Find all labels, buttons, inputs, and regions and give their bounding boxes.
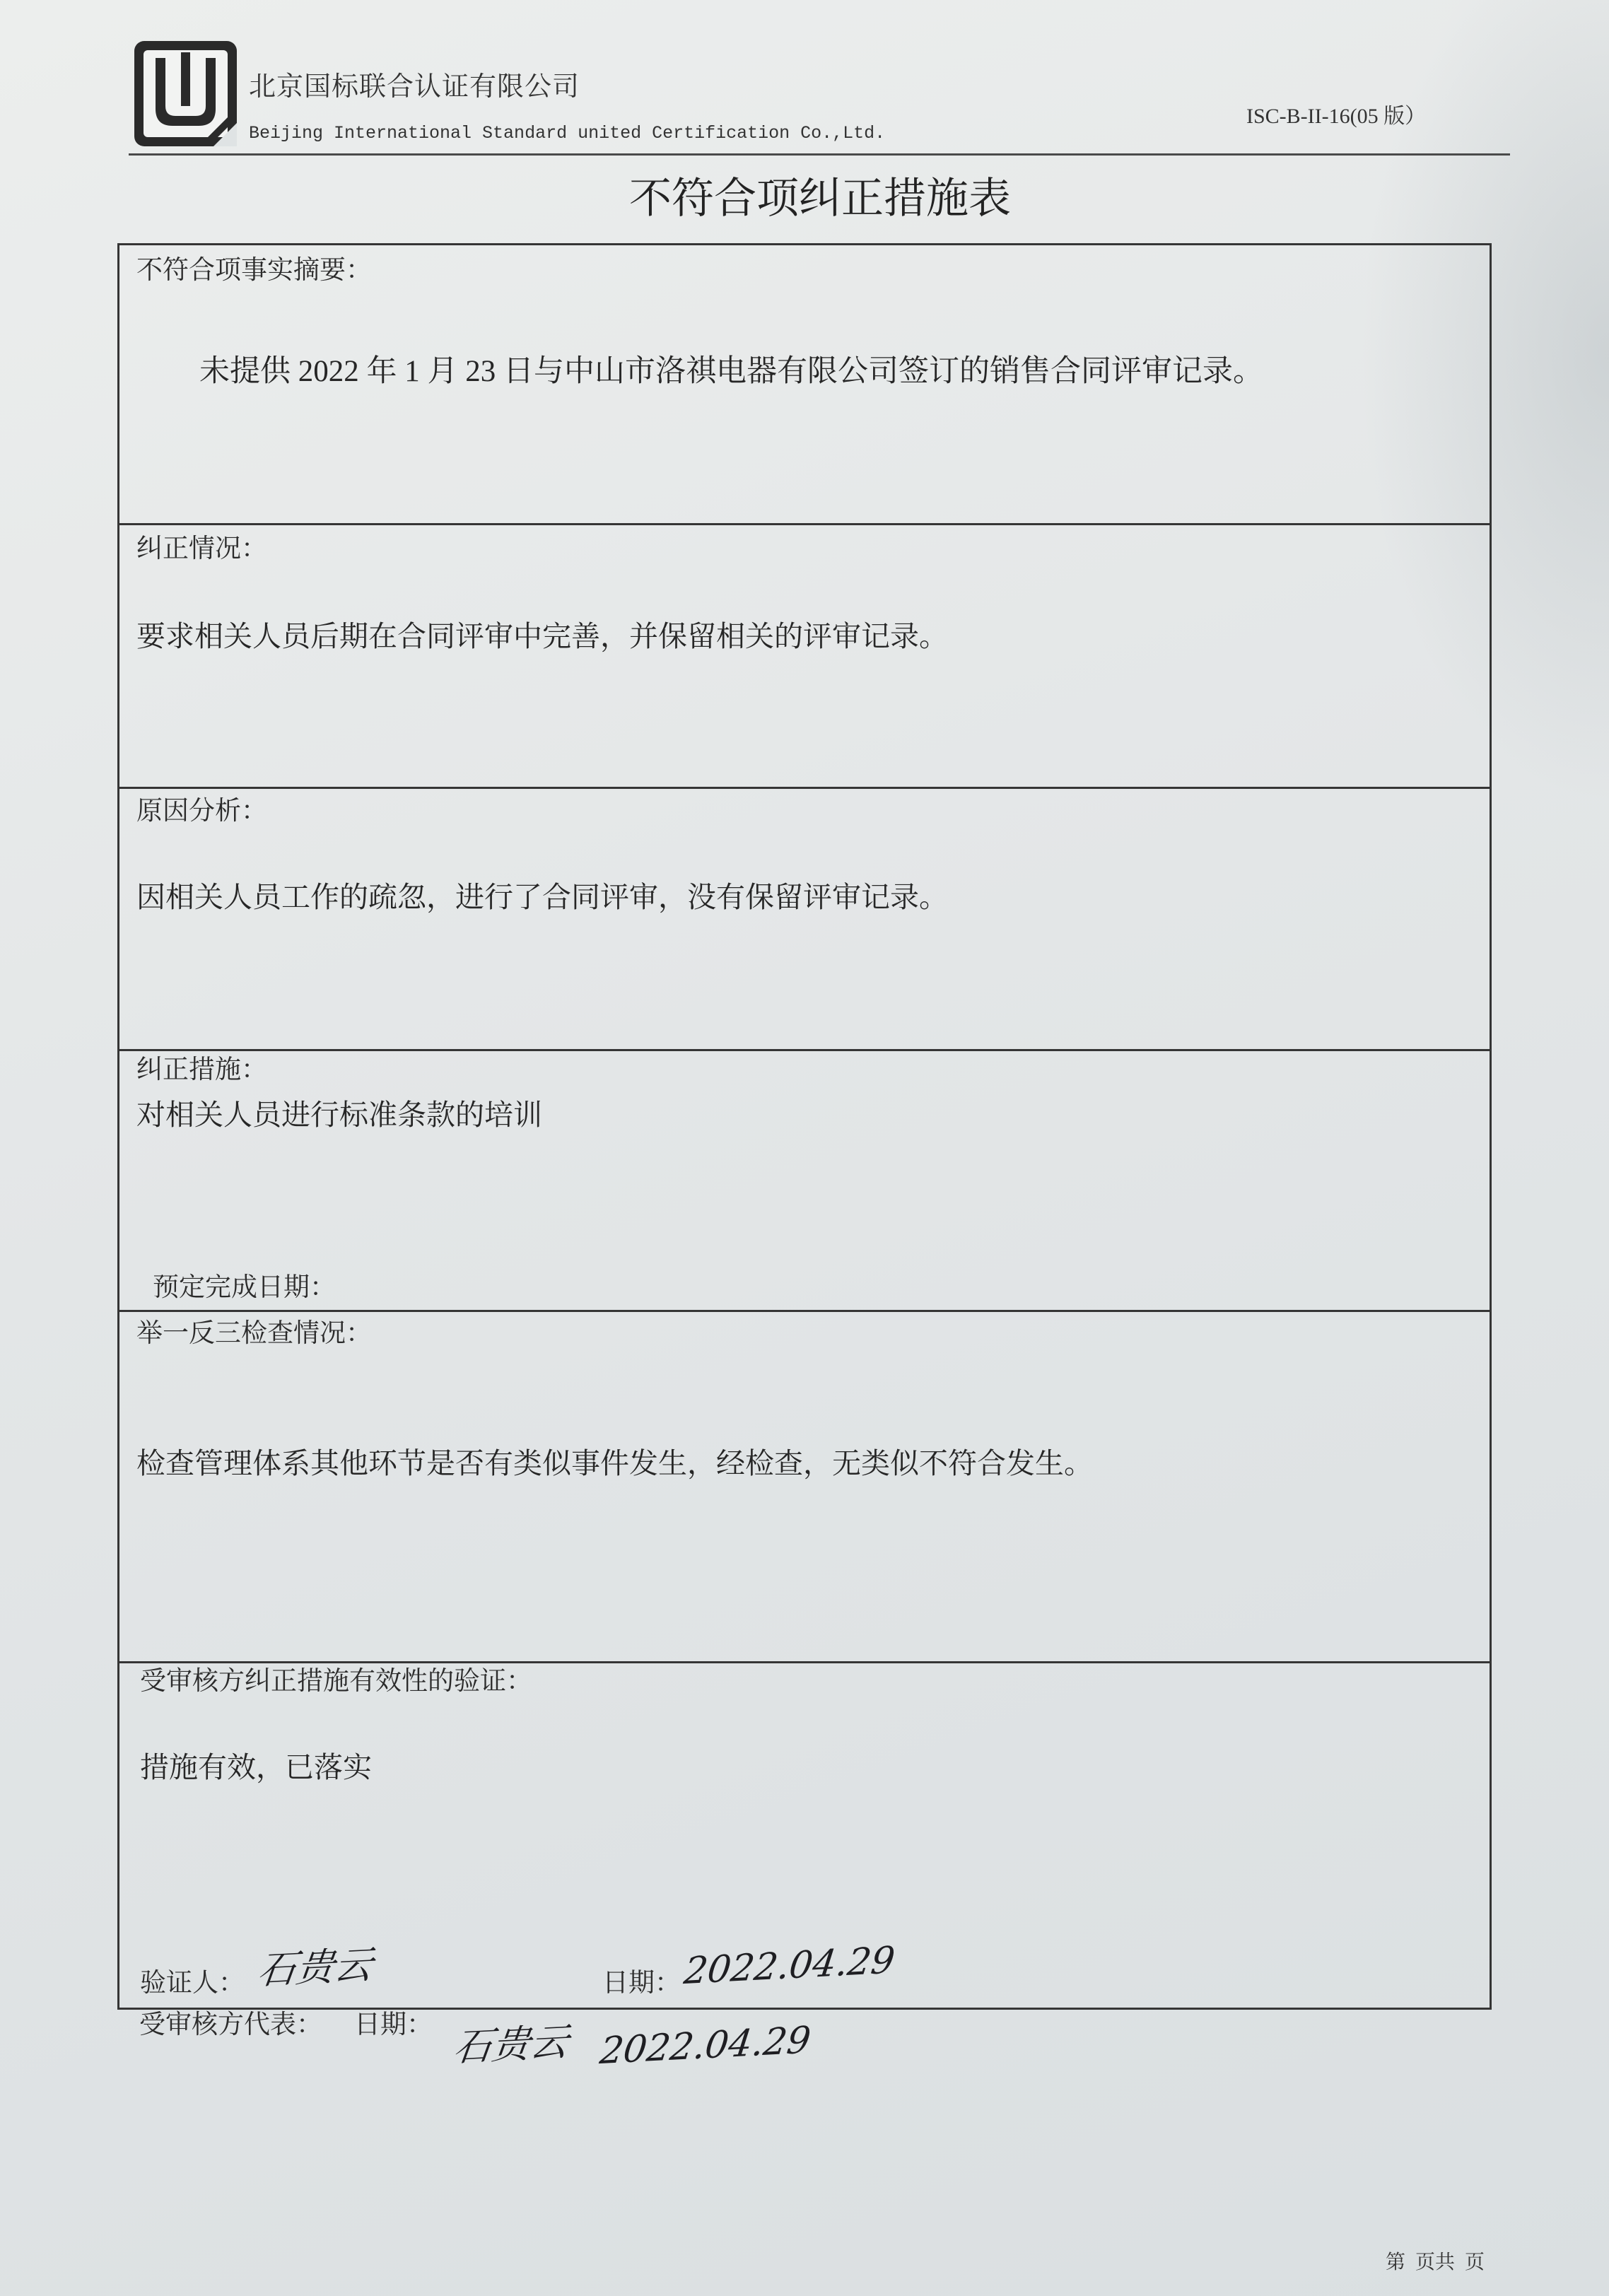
verifier-label: 验证人： <box>140 1969 245 1998</box>
extended-check-label: 举一反三检查情况： <box>136 1319 372 1348</box>
fact-summary-label: 不符合项事实摘要： <box>136 256 372 285</box>
page-number-footer: 第 页共 页 <box>1386 2251 1485 2273</box>
section-cause-analysis <box>119 787 1490 1049</box>
fact-summary-content: 未提供 2022 年 1 月 23 日与中山市洛祺电器有限公司签订的销售合同评审记录。 <box>199 355 1263 388</box>
section-correction <box>119 523 1490 787</box>
document-code: ISC-B-II-16(05 版） <box>1246 105 1427 128</box>
verification-label: 受审核方纠正措施有效性的验证： <box>140 1667 532 1696</box>
section-corrective-action <box>119 1049 1490 1310</box>
company-name-chinese: 北京国标联合认证有限公司 <box>249 72 580 102</box>
auditee-date-value: 2022.04.29 <box>597 2019 814 2073</box>
cause-analysis-content: 因相关人员工作的疏忽，进行了合同评审，没有保留评审记录。 <box>136 881 948 913</box>
verification-date-value: 2022.04.29 <box>681 1939 898 1993</box>
due-date-label: 预定完成日期： <box>153 1273 336 1302</box>
header-divider <box>129 153 1510 156</box>
verifier-signature: 石贵云 <box>255 1942 375 1993</box>
corrective-action-form-table <box>117 243 1492 2010</box>
form-title: 不符合项纠正措施表 <box>629 174 1011 223</box>
auditee-date-label: 日期： <box>354 2010 433 2039</box>
auditee-signature: 石贵云 <box>451 2019 571 2070</box>
correction-label: 纠正情况： <box>136 534 267 563</box>
section-extended-check <box>119 1310 1490 1661</box>
company-logo-icon <box>134 41 237 146</box>
verification-content: 措施有效，已落实 <box>140 1751 372 1784</box>
auditee-representative-label: 受审核方代表： <box>139 2010 322 2039</box>
section-verification <box>119 1661 1490 2010</box>
section-fact-summary <box>119 245 1490 523</box>
correction-content: 要求相关人员后期在合同评审中完善，并保留相关的评审记录。 <box>136 620 948 652</box>
corrective-action-content: 对相关人员进行标准条款的培训 <box>136 1099 542 1131</box>
extended-check-content: 检查管理体系其他环节是否有类似事件发生，经检查，无类似不符合发生。 <box>136 1447 1093 1480</box>
corrective-action-label: 纠正措施： <box>136 1055 267 1084</box>
company-name-english: Beijing International Standard united Certification Co.,Ltd. <box>249 123 886 144</box>
cause-analysis-label: 原因分析： <box>136 797 267 826</box>
verification-date-label: 日期： <box>602 1969 681 1998</box>
